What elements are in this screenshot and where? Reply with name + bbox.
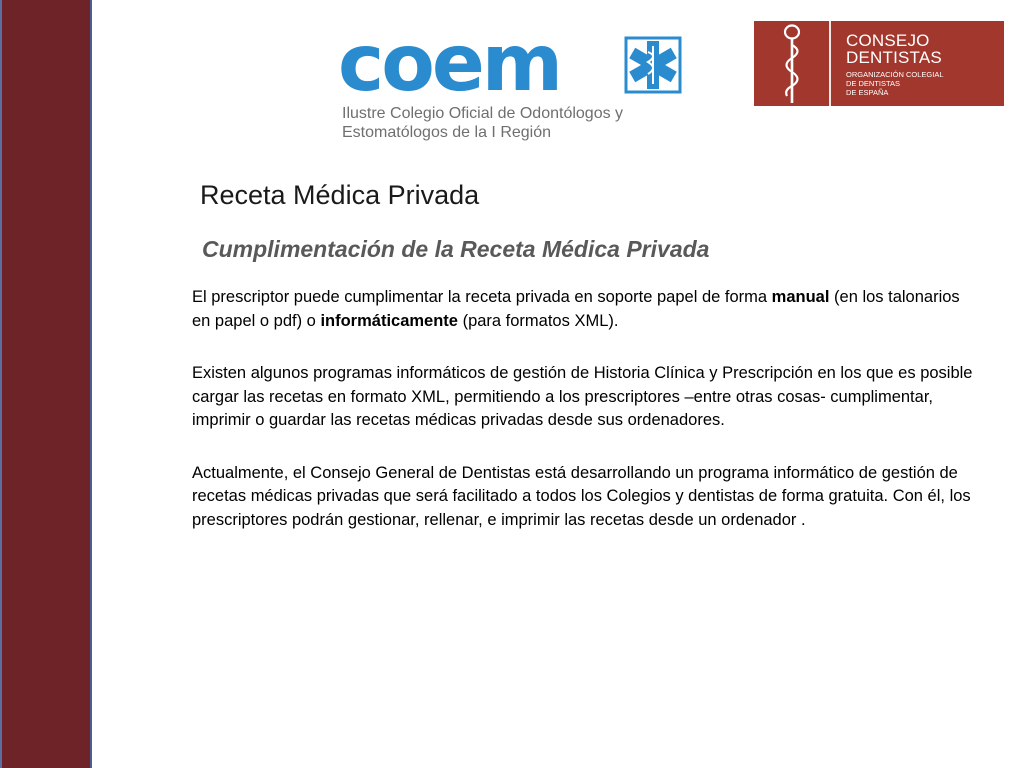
consejo-name-line2: DENTISTAS [846,48,942,67]
consejo-sub-line3: DE ESPAÑA [846,88,889,97]
slide-body [192,286,982,561]
star-of-life-icon [624,36,682,94]
coem-caption [342,104,652,142]
paragraph-1-text-c: (para formatos XML). [457,311,619,330]
slide-title: Receta Médica Privada [200,180,480,210]
caduceus-staff-icon [772,23,812,105]
consejo-sub-line2: DE DENTISTAS [846,79,901,88]
logo-divider [829,21,831,106]
consejo-subtitle [846,70,996,97]
consejo-name [846,32,942,66]
paragraph-1-bold-manual: manual [771,288,830,306]
paragraph-1-text-b: (en los talonarios en papel o pdf) o [192,288,960,330]
slide-subtitle: Cumplimentación de la Receta Médica Privada [202,236,710,262]
paragraph-2: Existen algunos programas informáticos de gestión de Historia Clínica y Prescripción en los que es posible cargar las recetas en formato XML, permitiendo a los prescriptores –entre otras cosas- cumplimentar, imprimir o guardar las recetas médicas privadas desde sus ordenadores. [192,364,973,429]
left-sidebar-band [0,0,92,768]
consejo-dentistas-logo [754,21,1004,106]
coem-caption-line1: Ilustre Colegio Oficial de Odontólogos y [342,105,624,122]
paragraph-3: Actualmente, el Consejo General de Dentistas está desarrollando un programa informático de gestión de recetas médicas privadas que será facilitado a todos los Colegios y dentistas de forma gratuita. Con él, los prescriptores podrán gestionar, rellenar, e imprimir las recetas desde un ordenador . [192,463,971,529]
consejo-sub-line1: ORGANIZACIÓN COLEGIAL [846,70,944,79]
consejo-name-line1: CONSEJO [846,31,930,50]
coem-wordmark: coem [338,19,560,109]
paragraph-1-bold-informaticamente: informáticamente [320,311,458,330]
coem-caption-line2: Estomatólogos de la I Región [342,124,552,141]
paragraph-1 [192,286,982,333]
paragraph-1-text-a: El prescriptor puede cumplimentar la receta privada en soporte papel de forma [192,288,772,306]
coem-logo [338,19,688,142]
